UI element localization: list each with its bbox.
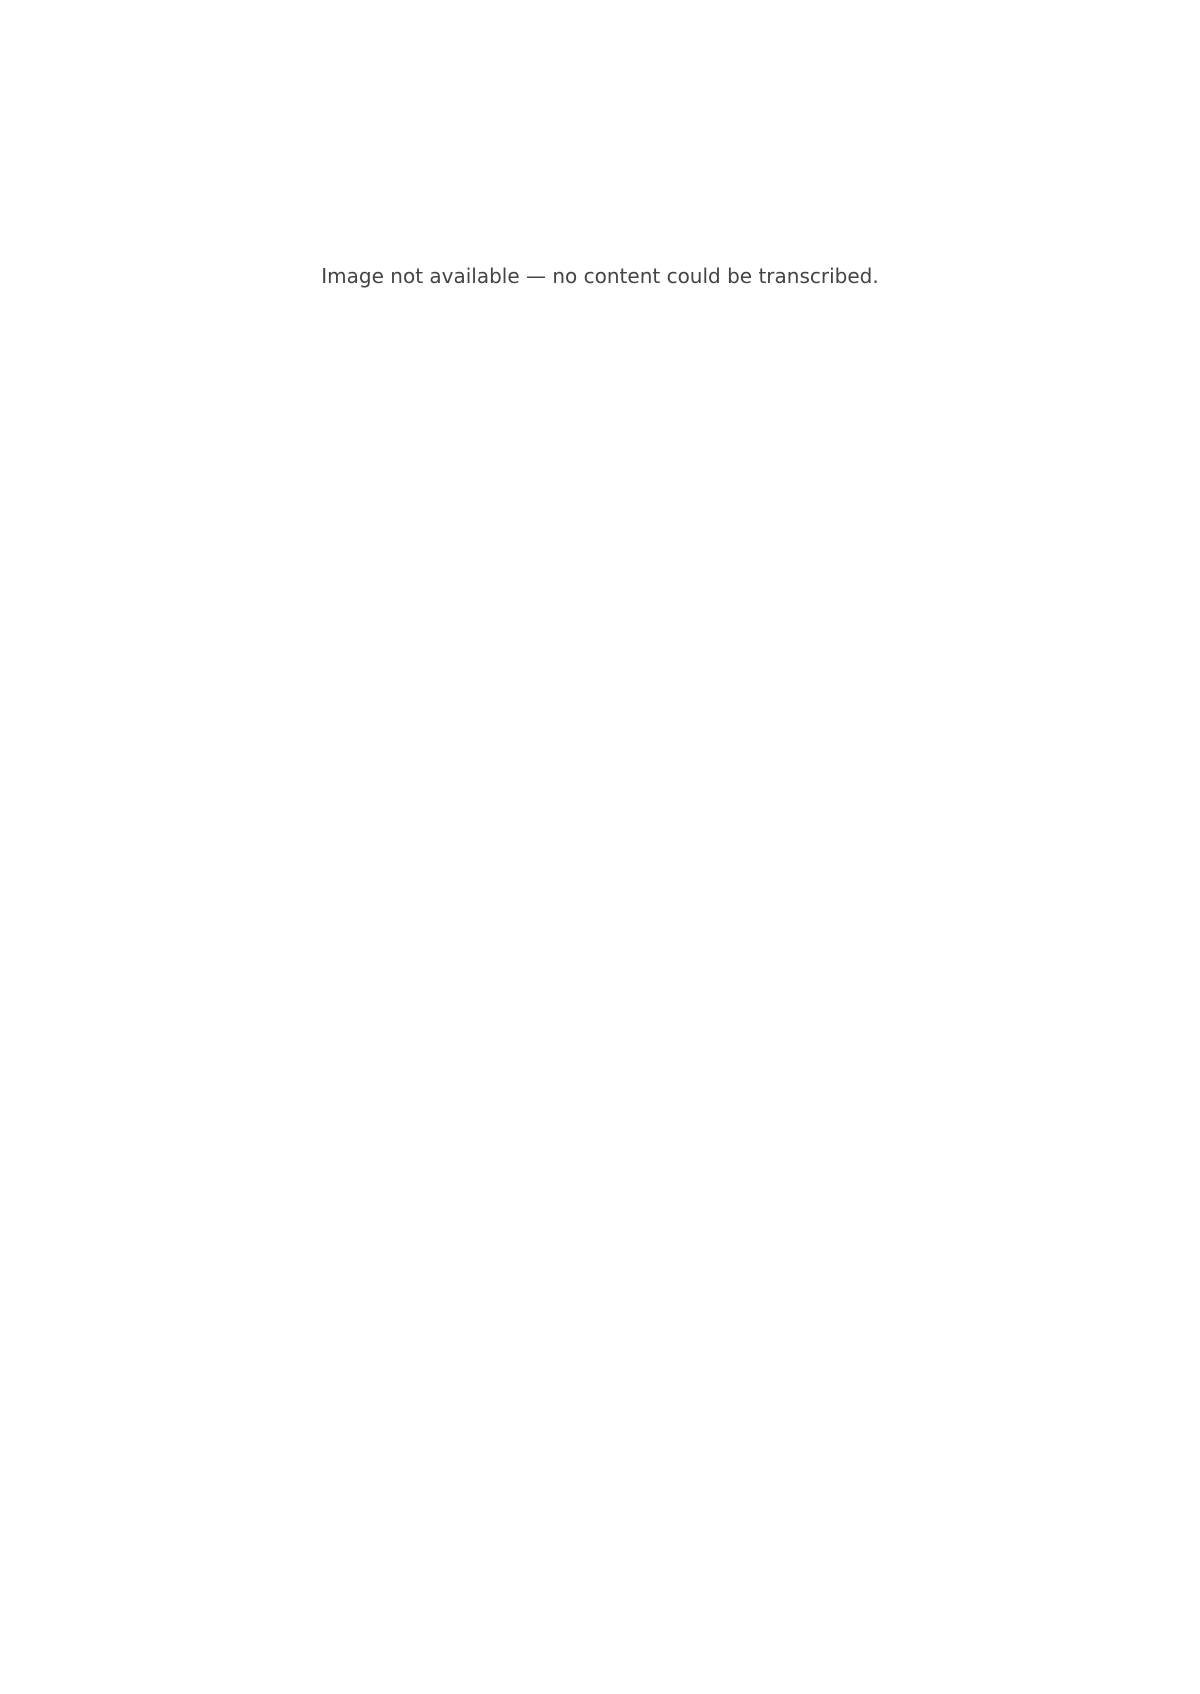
placeholder-notice: Image not available — no content could be transcribed. <box>321 264 879 288</box>
